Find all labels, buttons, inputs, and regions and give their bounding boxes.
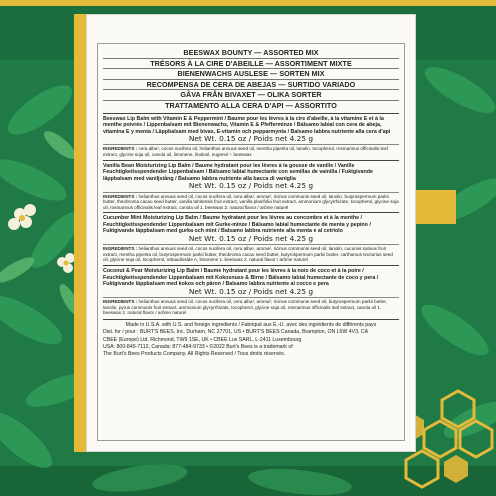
title-de: BIENENWACHS AUSLESE — SORTEN MIX xyxy=(103,69,399,80)
contact-info: USA: 800-849-7112, Canada: 877-484-9733 • ©2022 Burt's Bees is a trademark of xyxy=(103,343,293,350)
ingredients-label: INGREDIENTS : xyxy=(103,298,138,304)
ingredients-list xyxy=(103,297,399,316)
product-name: Vanilla Bean Moisturizing Lip Balm / Baume hydratant pour les lèvres à la gousse de vanille / Vanille Feuchtigkeitsspendender Lippenbalsam / Bálsamo labial humectante con semillas de vainilla / Fuktgivande läppbalsam med vaniljstång / Balsamo labbra nutriente alla bacca di vaniglia xyxy=(103,162,373,182)
net-weight: Net Wt. 0.15 oz / Poids net 4.25 g xyxy=(188,286,314,296)
title-it: TRATTAMENTO ALLA CERA D'API — ASSORTITO xyxy=(165,100,337,110)
title-es: RECOMPENSA DE CERA DE ABEJAS — SURTIDO VARIADO xyxy=(103,80,399,91)
product-section-peppermint xyxy=(103,113,399,158)
product-section-coconut-pear xyxy=(103,265,399,316)
title-fr: TRÉSORS À LA CIRE D'ABEILLE — ASSORTIMENT MIXTE xyxy=(103,59,399,70)
net-weight: Net Wt. 0.15 oz / Poids net 4.25 g xyxy=(188,134,314,144)
product-section-cucumber-mint xyxy=(103,212,399,263)
net-weight: Net Wt. 0.15 oz / Poids net 4.25 g xyxy=(188,233,314,243)
ingredients-list xyxy=(103,192,399,211)
ingredients-text: cera alba¹, cocos nucifera oil, helianthus annuus seed oil, mentha piperita oil, lanolin, tocopherol, rosmarinus officinalis leaf extract, glycine soja oil, canola oil, limonene, linalool, eugenol ¹. beeswax xyxy=(103,146,388,158)
ingredients-text: helianthus annuus seed oil, cocos nucifera oil, cera alba¹, aroma², ricinus communis seed oil, lanolin, butyrospermum parkii butter, theobroma cacao seed butter, vanilla tahitensis fruit extract, vanilla planifolia fruit extract, ammonium glycyrrhizate, tocopherol, glycine soja oil, rosmarinus officinalis leaf extract, canola oil 1. beeswax 2. natural flavor / arôme naturel xyxy=(103,193,399,210)
ingredients-text: helianthus annuus seed oil, cocos nucifera oil, cera alba¹, aroma², ricinus communis seed oil, butyrospermum parkii butter, lanolin, pyrus communis fruit extract, ammonium glycyrrhizate, tocopherol, glycine soja oil, rosmarinus officinalis leaf extract, canola oil 1. beeswax 2. natural flavor / arôme naturel xyxy=(103,298,387,316)
origin-statement: Made in U.S.A. with U.S. and foreign ingredients / Fabriqué aux É.-U. avec des ingrédients de différents pays xyxy=(125,321,377,328)
distributor-us-ca: Dist. for / pour : BURT'S BEES, Inc. Durham, NC 27701, US • BURT'S BEES Canada, Brampton, ON L6W 4V3, CA xyxy=(103,329,369,336)
product-section-vanilla xyxy=(103,160,399,211)
distributor-footer xyxy=(103,319,399,359)
label-content xyxy=(97,43,405,441)
ingredients-list xyxy=(103,244,399,263)
title-sv: GÅVA FRÅN BIVAXET — OLIKA SORTER xyxy=(103,90,399,101)
label-panel xyxy=(86,14,416,452)
ingredients-label: INGREDIENTS : xyxy=(103,146,138,152)
product-titles xyxy=(103,48,399,111)
product-name: Beeswax Lip Balm with Vitamin E & Peppermint / Baume pour les lèvres à la cire d'abeille, à la vitamine E et à la menthe poivrée / Lippenbalsam mit Bienenwachs, Vitamin E & Pfefferminze / Bálsamo labial con cera de abeja, vitamina E y menta / Läppbalsam med bivax, E-vitamin och pepparmynta / Balsamo labbra nutriente alla cera d'api xyxy=(103,115,391,135)
net-weight: Net Wt. 0.15 oz / Poids net 4.25 g xyxy=(188,181,314,191)
distributor-eu: CBEE (Europe) Ltd. Richmond, TW9 1SE, UK • CBEE Lux SARL, L-2411 Luxembourg xyxy=(103,336,302,343)
ingredients-text: helianthus annuus seed oil, cocos nucifera oil, cera alba¹, aroma², ricinus communis seed oil, lanolin, cucumis sativus fruit extract, mentha piperita oil, butyrospermum parkii butter, theobroma cacao seed butter, butyrospermum parkii butter, carthamus tinctorius seed oil, glycine soja oil, tocopherol, rebaudioside A, limonene 1. beeswax 2. natural flavor / arôme naturel xyxy=(103,246,393,263)
product-name: Coconut & Pear Moisturizing Lip Balm / Baume hydratant pour les lèvres à la noix de coco et à la poire / Feuchtigkeitsspendender Lippenbalsam mit Kokosnuss & Birne / Bálsamo labial humectante de coco y pera / Fuktgivande läppbalsam med kokos och päron / Balsamo labbra nutriente al cocco e pera xyxy=(103,268,379,288)
title-en: BEESWAX BOUNTY — ASSORTED MIX xyxy=(103,48,399,59)
ingredients-label: INGREDIENTS : xyxy=(103,246,138,252)
copyright: The Burt's Bees Products Company. All Rights Reserved / Tous droits réservés. xyxy=(103,351,286,358)
ingredients-list xyxy=(103,144,399,157)
product-name: Cucumber Mint Moisturizing Lip Balm / Baume hydratant pour les lèvres au concombre et à la menthe / Feuchtigkeitsspendender Lippenbalsam mit Gurke-minze / Bálsamo labial humectante de menta y pepino / Fuktgivande läppbalsam med gurka och mint / Balsamo labbra nutriente alla menta e al cetriolo xyxy=(103,215,371,235)
ingredients-label: INGREDIENTS : xyxy=(103,193,138,199)
